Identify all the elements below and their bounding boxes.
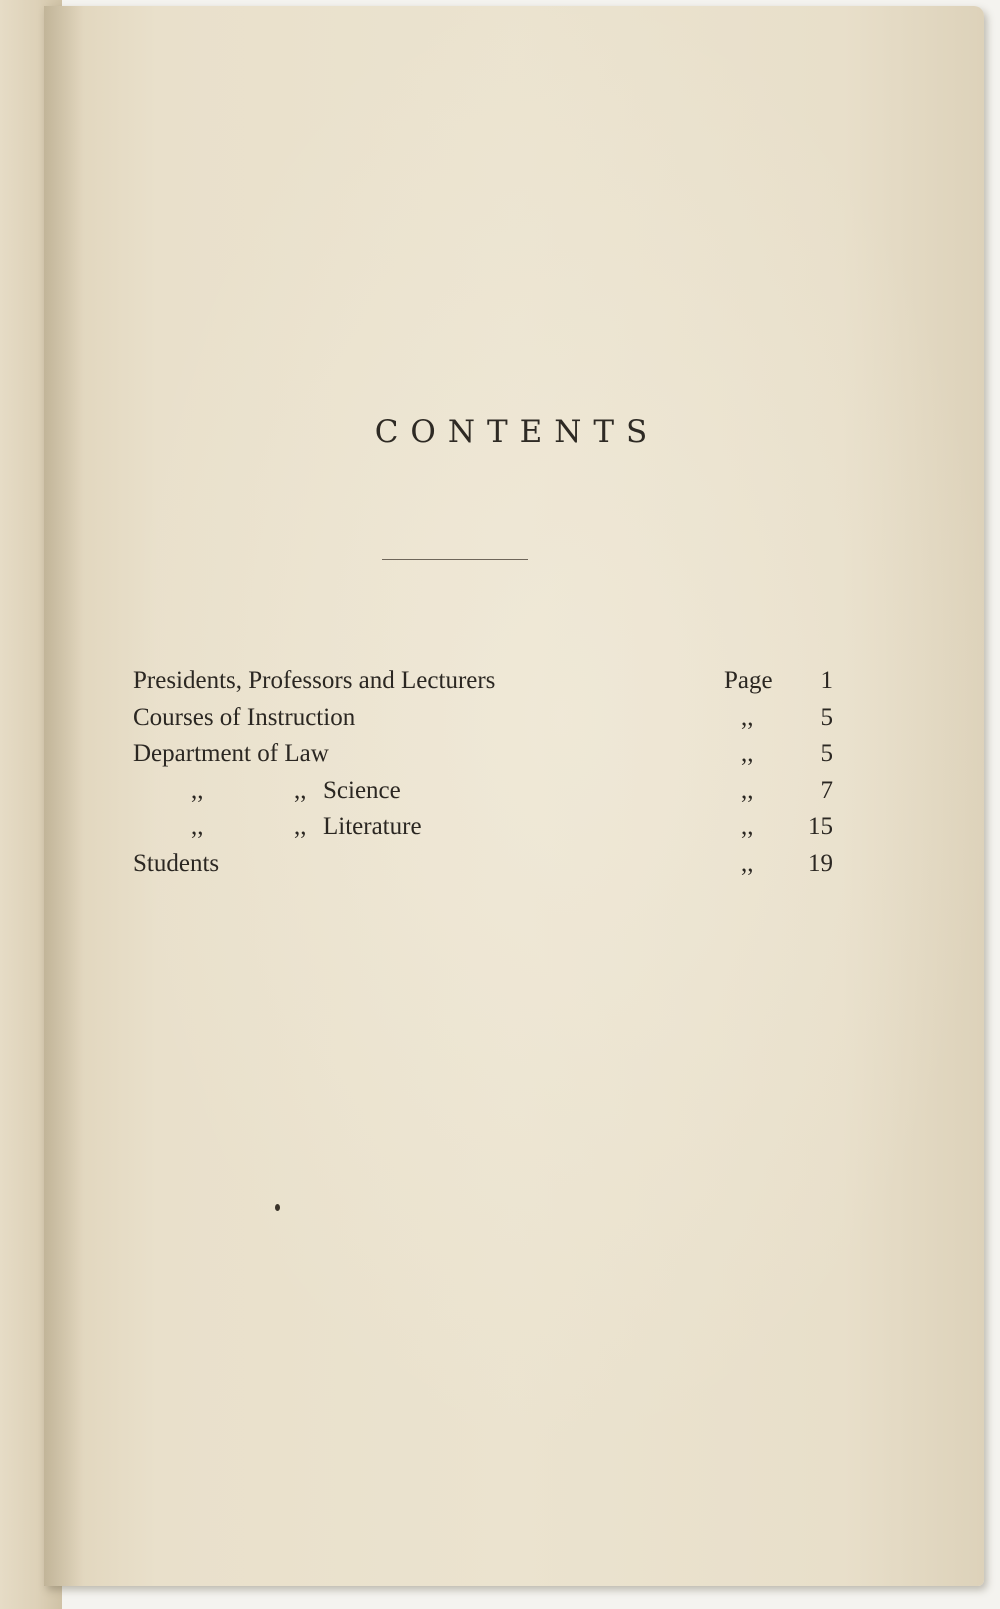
- entry-label: Presidents, Professors and Lecturers: [133, 667, 496, 694]
- contents-row: [133, 663, 833, 700]
- page-number: 19: [808, 849, 833, 877]
- entry-label: Department of Law: [133, 740, 329, 767]
- contents-row: [133, 809, 833, 846]
- contents-row: [133, 736, 833, 773]
- contents-row: [133, 700, 833, 737]
- ditto-mark: ,,: [191, 776, 204, 804]
- ditto-mark: ,,: [741, 703, 754, 731]
- contents-table: [133, 663, 833, 882]
- ditto-mark: ,,: [741, 849, 754, 877]
- page-number: 1: [820, 667, 833, 694]
- ditto-mark: ,,: [294, 776, 307, 804]
- contents-row: [133, 846, 833, 883]
- contents-heading: CONTENTS: [374, 414, 660, 450]
- contents-page: [44, 6, 984, 1586]
- ditto-mark: ,,: [191, 813, 204, 840]
- page-number: 5: [820, 740, 833, 767]
- page-number: 5: [820, 703, 833, 731]
- page-number: 15: [808, 813, 833, 840]
- entry-label: Science: [323, 776, 401, 804]
- gutter-shadow: [44, 6, 84, 1586]
- ditto-mark: ,,: [294, 813, 307, 840]
- heading-rule: [382, 559, 528, 560]
- entry-label: Literature: [323, 813, 422, 840]
- page-number: 7: [820, 776, 833, 804]
- ditto-mark: ,,: [741, 740, 754, 767]
- page-word: Page: [724, 667, 773, 694]
- ditto-mark: ,,: [741, 776, 754, 804]
- entry-label: Courses of Instruction: [133, 703, 356, 731]
- ditto-mark: ,,: [741, 813, 754, 840]
- entry-label: Students: [133, 849, 220, 877]
- ink-speck: [275, 1204, 280, 1211]
- contents-row: [133, 773, 833, 810]
